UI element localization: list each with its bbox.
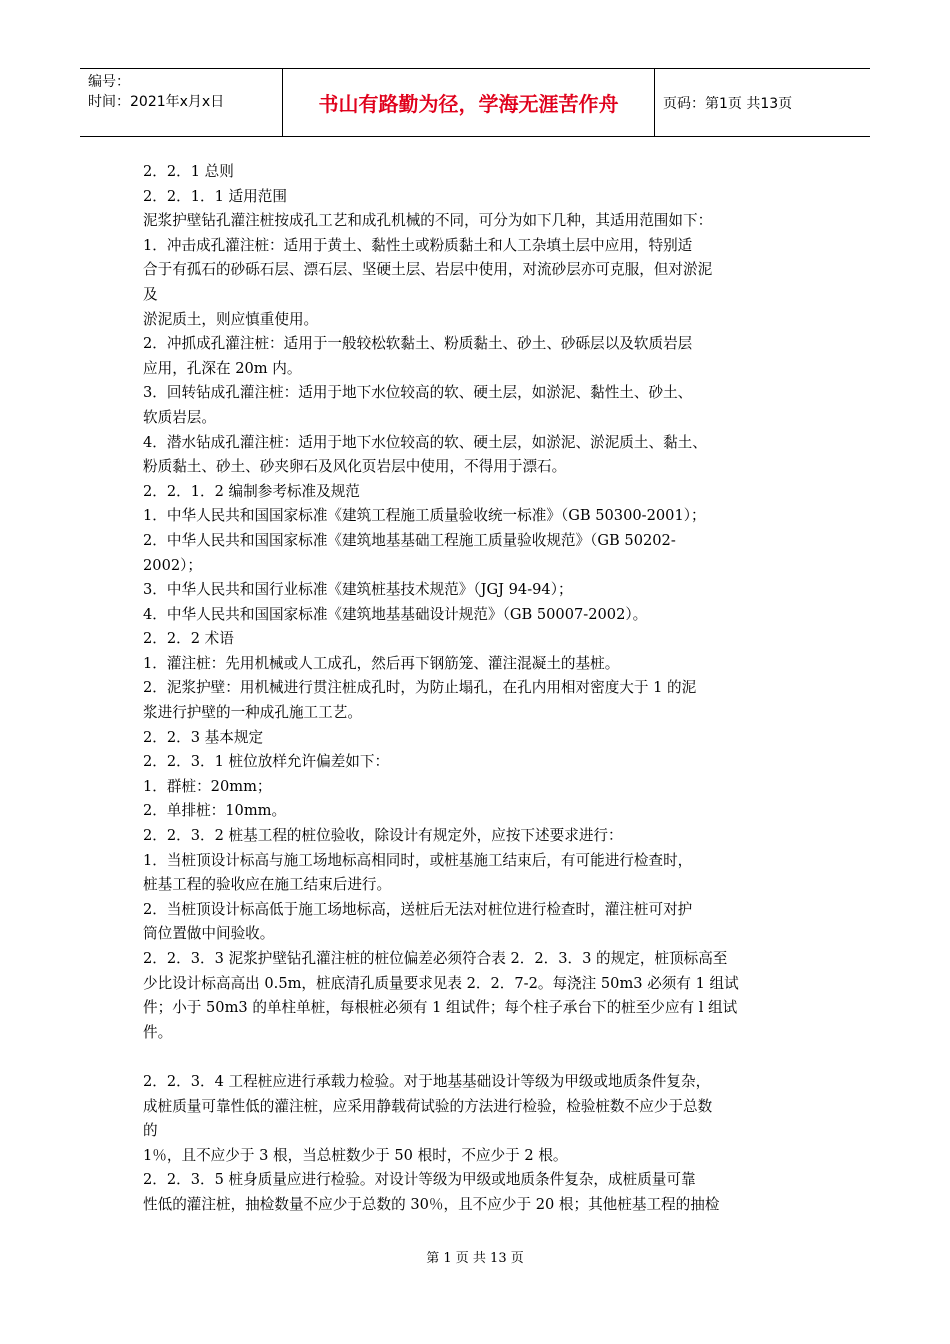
text-line: 泥浆护壁钻孔灌注桩按成孔工艺和成孔机械的不同，可分为如下几种，其适用范围如下： (143, 212, 713, 230)
text-line: 件；小于 50m3 的单柱单桩，每根桩必须有 1 组试件；每个柱子承台下的桩至少应有 l 组试 (143, 999, 738, 1017)
text-line: 成桩质量可靠性低的灌注桩，应采用静载荷试验的方法进行检验，检验桩数不应少于总数 (143, 1097, 713, 1115)
header-code: 编号： (88, 74, 130, 90)
header-motto: 书山有路勤为径，学海无涯苦作舟 (318, 92, 619, 116)
text-line: 2．2．3．5 桩身质量应进行检验。对设计等级为甲级或地质条件复杂，成桩质量可靠 (143, 1171, 696, 1189)
text-line: 桩基工程的验收应在施工结束后进行。 (143, 876, 392, 894)
text-line: 2．2．3 基本规定 (143, 728, 264, 746)
text-line: 2．2．3．1 桩位放样允许偏差如下： (143, 753, 390, 771)
text-line: 2．2．3．2 桩基工程的桩位验收，除设计有规定外，应按下述要求进行： (143, 827, 623, 845)
text-line: 少比设计标高高出 0.5m，桩底清孔质量要求见表 2．2．7-2。每浇注 50m3 必须有 1 组试 (143, 974, 739, 992)
text-line: 2．当桩顶设计标高低于施工场地标高，送桩后无法对桩位进行检查时，灌注桩可对护 (143, 900, 693, 918)
blank-line (143, 1045, 813, 1070)
text-line: 淤泥质土，则应慎重使用。 (143, 310, 319, 328)
text-line: 2．2．3．3 泥浆护壁钻孔灌注桩的桩位偏差必须符合表 2．2．3．3 的规定，桩顶标高至 (143, 950, 728, 967)
header-meta (88, 72, 278, 112)
text-line: 4．中华人民共和国国家标准《建筑地基基础设计规范》（GB 50007-2002）。 (143, 605, 648, 623)
text-line: 1．中华人民共和国国家标准《建筑工程施工质量验收统一标准》（GB 50300-2001）； (143, 507, 706, 525)
text-line: 2．2．1．1 适用范围 (143, 187, 287, 205)
text-line: 1．群桩：20mm； (143, 777, 272, 795)
text-line: 浆进行护壁的一种成孔施工工艺。 (143, 704, 362, 722)
text-line: 筒位置做中间验收。 (143, 925, 275, 943)
header-time: 时间：2021年x月x日 (88, 94, 225, 110)
text-line: 2．泥浆护壁：用机械进行贯注桩成孔时，为防止塌孔，在孔内用相对密度大于 1 的泥 (143, 679, 697, 697)
text-line: 的 (143, 1122, 158, 1140)
text-line: 合于有孤石的砂砾石层、漂石层、坚硬土层、岩层中使用，对流砂层亦可克服，但对淤泥 (143, 261, 713, 279)
text-line: 4．潜水钻成孔灌注桩：适用于地下水位较高的软、硬土层，如淤泥、淤泥质土、黏土、 (143, 433, 707, 451)
text-line: 3．回转钻成孔灌注桩：适用于地下水位较高的软、硬土层，如淤泥、黏性土、砂土、 (143, 384, 693, 402)
text-line: 2．2．2 术语 (143, 630, 234, 648)
text-line: 件。 (143, 1023, 173, 1041)
text-line: 3．中华人民共和国行业标准《建筑桩基技术规范》（JGJ 94-94）； (143, 581, 573, 599)
text-line: 及 (143, 285, 158, 303)
text-line: 2．单排桩：10mm。 (143, 802, 287, 820)
text-line: 软质岩层。 (143, 408, 216, 426)
text-line: 1．灌注桩：先用机械或人工成孔，然后再下钢筋笼、灌注混凝土的基桩。 (143, 654, 620, 672)
text-line: 粉质黏土、砂土、砂夹卵石及风化页岩层中使用，不得用于漂石。 (143, 458, 567, 476)
text-line: 2．2．1 总则 (143, 163, 234, 180)
text-line: 性低的灌注桩，抽检数量不应少于总数的 30％，且不应少于 20 根；其他桩基工程的抽检 (143, 1195, 720, 1213)
text-line: 1％，且不应少于 3 根，当总桩数少于 50 根时，不应少于 2 根。 (143, 1146, 568, 1164)
text-line: 1．当桩顶设计标高与施工场地标高相同时，或桩基施工结束后，有可能进行检查时， (143, 851, 693, 869)
document-body (143, 160, 813, 1218)
page-footer: 第 1 页 共 13 页 (426, 1251, 524, 1266)
page-header (80, 68, 870, 137)
header-page-info: 页码：第1页 共13页 (663, 95, 793, 112)
header-divider-right (654, 68, 655, 137)
text-line: 2002）； (143, 556, 203, 574)
text-line: 2．冲抓成孔灌注桩：适用于一般较松软黏土、粉质黏土、砂土、砂砾层以及软质岩层 (143, 335, 693, 353)
text-line: 应用，孔深在 20m 内。 (143, 359, 302, 377)
text-line: 1．冲击成孔灌注桩：适用于黄土、黏性土或粉质黏土和人工杂填土层中应用，特别适 (143, 236, 693, 254)
text-line: 2．中华人民共和国国家标准《建筑地基基础工程施工质量验收规范》（GB 50202- (143, 531, 676, 549)
text-line: 2．2．1．2 编制参考标准及规范 (143, 482, 360, 500)
text-line: 2．2．3．4 工程桩应进行承载力检验。对于地基基础设计等级为甲级或地质条件复杂， (143, 1072, 711, 1090)
